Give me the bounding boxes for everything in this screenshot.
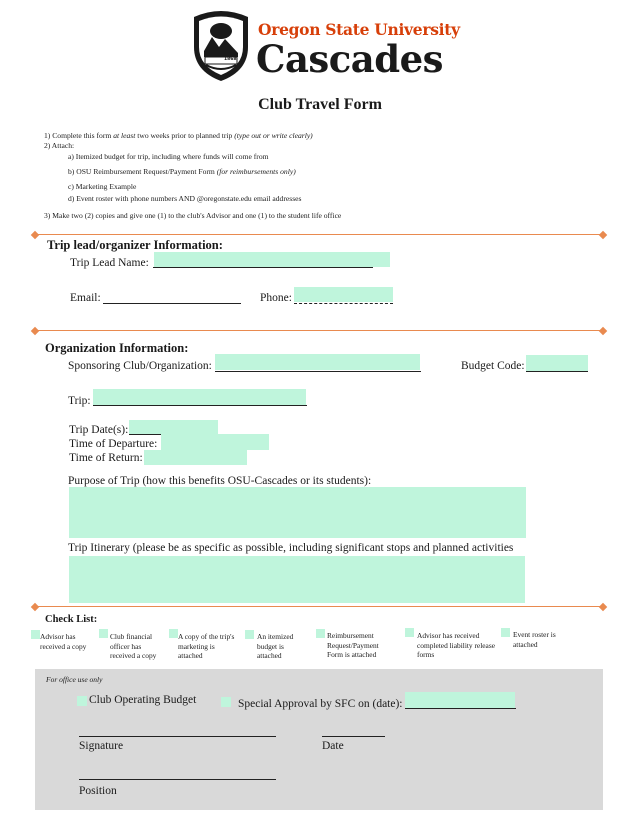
position-label: Position xyxy=(79,785,117,797)
signature-line xyxy=(79,736,276,737)
purpose-textarea[interactable] xyxy=(69,487,526,538)
university-name: Oregon State University xyxy=(258,20,460,39)
trip-lead-name-input[interactable] xyxy=(154,252,390,267)
club-line xyxy=(215,371,421,372)
departure-input[interactable] xyxy=(161,434,269,450)
email-line xyxy=(103,303,241,304)
purpose-label: Purpose of Trip (how this benefits OSU-Cascades or its students): xyxy=(68,475,372,487)
special-approval-line xyxy=(405,708,516,709)
budget-code-input[interactable] xyxy=(526,355,588,371)
instruction-3: 3) Make two (2) copies and give one (1) to the club's Advisor and one (1) to the student life office xyxy=(44,211,342,220)
club-input[interactable] xyxy=(215,354,420,370)
checkbox-roster[interactable] xyxy=(501,628,510,637)
checklist-item-advisor-copy: Advisor has received a copy xyxy=(40,632,87,651)
checkbox-budget[interactable] xyxy=(245,630,254,639)
checklist-heading: Check List: xyxy=(45,614,98,625)
checklist-item-reimbursement: Reimbursement Request/Payment Form is attached xyxy=(327,631,379,660)
date-line xyxy=(322,736,385,737)
departure-label: Time of Departure: xyxy=(69,438,158,450)
phone-label: Phone: xyxy=(260,292,292,304)
budget-code-label: Budget Code: xyxy=(461,360,525,372)
special-approval-label: Special Approval by SFC on (date): xyxy=(238,698,403,710)
instruction-2: 2) Attach: xyxy=(44,141,75,150)
osu-seal-logo xyxy=(190,7,252,82)
email-label: Email: xyxy=(70,292,101,304)
phone-line xyxy=(294,303,393,304)
campus-name: Cascades xyxy=(256,37,443,81)
trip-dates-input[interactable] xyxy=(129,420,218,434)
office-use-note: For office use only xyxy=(46,675,103,684)
checkbox-marketing[interactable] xyxy=(169,629,178,638)
instruction-2b: b) OSU Reimbursement Request/Payment Form (for reimbursements only) xyxy=(68,167,296,176)
separator-1 xyxy=(35,234,603,235)
budget-code-line xyxy=(526,371,588,372)
checkbox-financial-officer[interactable] xyxy=(99,629,108,638)
checkbox-liability[interactable] xyxy=(405,628,414,637)
trip-dates-label: Trip Date(s): xyxy=(69,424,129,436)
trip-input[interactable] xyxy=(93,389,306,405)
trip-line xyxy=(93,405,307,406)
club-label: Sponsoring Club/Organization: xyxy=(68,360,212,372)
trip-lead-heading: Trip lead/organizer Information: xyxy=(47,238,223,252)
organization-heading: Organization Information: xyxy=(45,341,189,355)
instruction-1: 1) Complete this form at least two weeks prior to planned trip (type out or write clearly) xyxy=(44,131,313,140)
trip-lead-name-line xyxy=(153,267,373,268)
special-approval-date-input[interactable] xyxy=(405,692,515,708)
seal-year: 1868 xyxy=(224,57,237,62)
checklist-item-liability: Advisor has received completed liability release forms xyxy=(417,631,495,660)
trip-lead-name-label: Trip Lead Name: xyxy=(70,257,149,269)
return-input[interactable] xyxy=(144,450,247,465)
checklist-item-marketing: A copy of the trip's marketing is attached xyxy=(178,632,235,661)
itinerary-textarea[interactable] xyxy=(69,556,525,603)
checklist-item-roster: Event roster is attached xyxy=(513,630,556,649)
date-label: Date xyxy=(322,740,344,752)
checkbox-reimbursement[interactable] xyxy=(316,629,325,638)
separator-3 xyxy=(35,606,603,607)
return-label: Time of Return: xyxy=(69,452,143,464)
instruction-2a: a) Itemized budget for trip, including where funds will come from xyxy=(68,152,269,161)
position-line xyxy=(79,779,276,780)
instruction-2c: c) Marketing Example xyxy=(68,182,137,191)
signature-label: Signature xyxy=(79,740,124,752)
operating-budget-label: Club Operating Budget xyxy=(89,694,197,706)
itinerary-label: Trip Itinerary (please be as specific as possible, including significant stops and planned activities xyxy=(68,542,514,554)
checklist-item-budget: An itemized budget is attached xyxy=(257,632,294,661)
checklist-item-financial-officer: Club financial officer has received a copy xyxy=(110,632,157,661)
phone-input[interactable] xyxy=(294,287,393,302)
form-title: Club Travel Form xyxy=(258,96,382,113)
trip-label: Trip: xyxy=(68,395,91,407)
separator-2 xyxy=(35,330,603,331)
checkbox-operating-budget[interactable] xyxy=(77,696,87,706)
checkbox-advisor-copy[interactable] xyxy=(31,630,40,639)
checkbox-special-approval[interactable] xyxy=(221,697,231,707)
instruction-2d: d) Event roster with phone numbers AND @oregonstate.edu email addresses xyxy=(68,194,302,203)
